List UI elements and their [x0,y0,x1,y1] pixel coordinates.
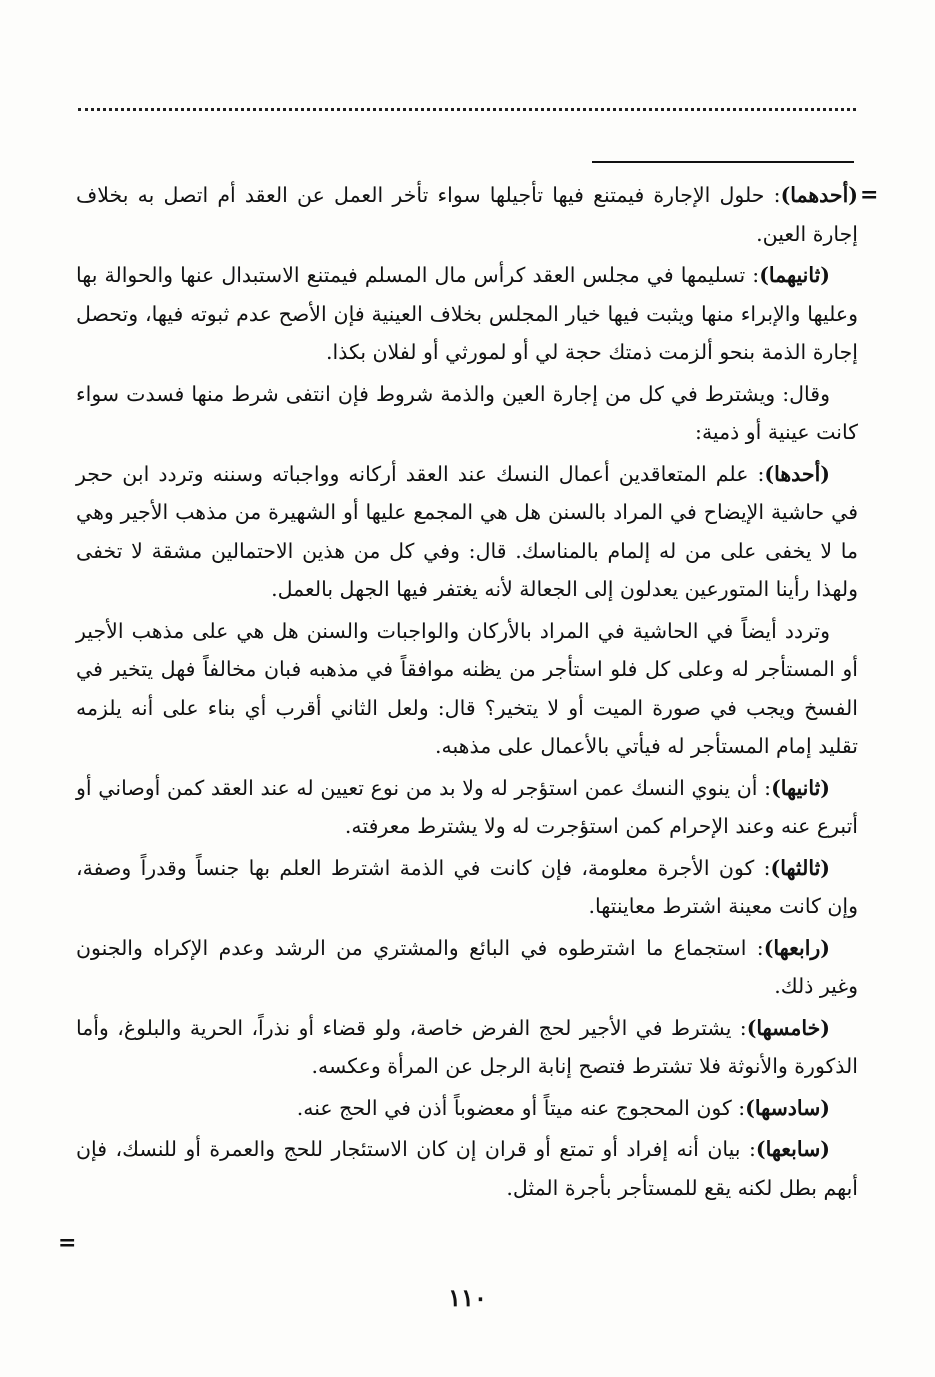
paragraph-lead: (أحدهما) [780,183,858,207]
paragraph-3 [76,375,858,452]
paragraph-text: : كون المحجوج عنه ميتاً أو معضوباً أذن في الحج عنه. [296,1095,746,1120]
paragraph-1 [76,176,858,253]
paragraph-5 [76,612,858,766]
paragraph-7 [76,849,858,926]
paragraph-lead: (أحدها) [764,461,830,486]
page-number: ١١٠ [448,1283,487,1312]
paragraph-lead: (رابعها) [763,935,830,960]
paragraph-6 [76,769,858,846]
footnote-rule [592,161,854,163]
paragraph-text: : يشترط في الأجير لحج الفرض خاصة، ولو قضاء أو نذراً، الحرية والبلوغ، وأما الذكورة والأنوثة فلا تشترط فتصح إنابة الرجل عن المرأة وعكسه. [76,1015,858,1078]
dotted-separator [78,108,856,111]
paragraph-text: : كون الأجرة معلومة، فإن كانت في الذمة اشترط العلم بها جنساً وقدراً وصفة، وإن كانت معينة اشترط معاينتها. [76,855,858,918]
paragraph-lead: (ثالثها) [770,855,830,880]
paragraph-text: : تسليمها في مجلس العقد كرأس مال المسلم فيمتنع الاستبدال عنها والحوالة بها وعليها والإبراء منها ويثبت فيها خيار المجلس بخلاف العينية فإن الأصح عدم ثبوته فيها، وتحصل إجارة الذمة بنحو ألزمت ذمتك حجة لي أو لمورثي أو لفلان بكذا. [76,263,858,364]
continuation-marker-bottom: = [58,1230,77,1256]
paragraph-2 [76,256,858,372]
paragraph-9 [76,1009,858,1086]
continuation-marker-top: = [860,182,879,208]
paragraph-lead: (خامسها) [746,1015,830,1040]
paragraph-text: وقال: ويشترط في كل من إجارة العين والذمة شروط فإن انتفى شرط منها فسدت سواء كانت عينية أو ذمية: [76,381,858,444]
paragraph-11 [76,1130,858,1207]
paragraph-lead: (سابعها) [755,1137,830,1161]
paragraph-lead: (سادسها) [745,1095,830,1120]
paragraph-text: : علم المتعاقدين أعمال النسك عند العقد أركانه وواجباته وسننه وتردد ابن حجر في حاشية الإيضاح في المراد بالسنن هل هي المجمع عليها أو الشهيرة من مذهب الأجير وهي ما لا يخفى على من له إلمام بالمناسك. قال: وفي كل من هذين الاحتمالين مشقة لا تخفى ولهذا رأينا المتورعين يعدلون إلى الجعالة لأنه يغتفر فيها الجهل بالعمل. [76,461,858,601]
paragraph-text: : حلول الإجارة فيمتنع فيها تأجيلها سواء تأخر العمل عن العقد أم اتصل به بخلاف إجارة العين. [76,183,858,246]
paragraph-8 [76,929,858,1006]
paragraph-lead: (ثانيهما) [759,263,830,287]
paragraph-text: : استجماع ما اشترطوه في البائع والمشتري من الرشد وعدم الإكراه والجنون وغير ذلك. [76,935,858,998]
footnote-text [76,176,858,1210]
paragraph-10 [76,1089,858,1128]
paragraph-text: : بيان أنه إفراد أو تمتع أو قران إن كان الاستئجار للحج والعمرة أو للنسك، فإن أبهم بطل لكنه يقع للمستأجر بأجرة المثل. [76,1137,858,1200]
paragraph-4 [76,455,858,609]
paragraph-text: : أن ينوي النسك عمن استؤجر له ولا بد من نوع تعيين له عند العقد كمن أوصاني أو أتبرع عنه وعند الإحرام كمن استؤجرت له ولا يشترط معرفته. [76,775,858,838]
paragraph-lead: (ثانيها) [771,775,830,800]
paragraph-text: وتردد أيضاً في الحاشية في المراد بالأركان والواجبات والسنن هل هي على مذهب الأجير أو المستأجر له وعلى كل فلو استأجر من يظنه موافقاً في مذهبه فبان مخالفاً فهل يتخير في الفسخ ويجب في صورة الميت أو لا يتخير؟ قال: ولعل الثاني أقرب أي بناء على أنه يلزمه تقليد إمام المستأجر له فيأتي بالأعمال على مذهبه. [76,618,858,758]
